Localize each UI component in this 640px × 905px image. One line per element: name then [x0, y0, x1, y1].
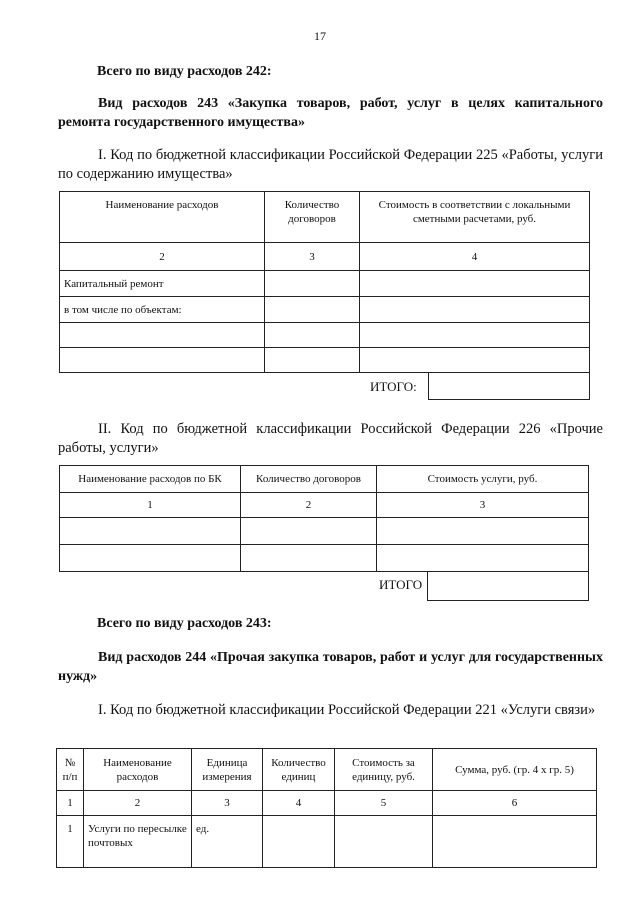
code-226-paragraph: II. Код по бюджетной классификации Российской Федерации 226 «Прочие работы, услуги»	[58, 421, 603, 456]
table-226	[59, 465, 589, 572]
table-cell[interactable]	[377, 518, 589, 545]
row-expense-name: Услуги по пересылке почтовых	[84, 816, 192, 868]
page-number: 17	[314, 29, 326, 43]
header-contract-count: Количество договоров	[241, 466, 377, 493]
header-sum: Сумма, руб. (гр. 4 х гр. 5)	[433, 749, 597, 791]
table-number-row	[60, 243, 590, 271]
table-row	[60, 271, 590, 297]
row-unit: ед.	[192, 816, 263, 868]
table-cell[interactable]	[60, 518, 241, 545]
header-expense-name: Наименование расходов	[60, 192, 265, 243]
table-cell[interactable]	[241, 545, 377, 572]
table-cell[interactable]	[360, 271, 590, 297]
column-number: 4	[360, 243, 590, 271]
header-unit: Единица измерения	[192, 749, 263, 791]
row-label: Капитальный ремонт	[60, 271, 265, 297]
table-header-row	[57, 749, 597, 791]
header-contract-count: Количество договоров	[265, 192, 360, 243]
header-estimated-cost: Стоимость в соответствии с локальными сметными расчетами, руб.	[360, 192, 590, 243]
expense-type-244-heading: Вид расходов 244 «Прочая закупка товаров, работ и услуг для государственных нужд»	[58, 650, 603, 684]
header-service-cost: Стоимость услуги, руб.	[377, 466, 589, 493]
table-cell[interactable]	[265, 348, 360, 373]
table-cell[interactable]	[263, 816, 335, 868]
table-row	[60, 518, 589, 545]
table-cell[interactable]	[377, 545, 589, 572]
total-242-heading: Всего по виду расходов 242:	[97, 64, 272, 79]
column-number: 1	[60, 493, 241, 518]
header-unit-count: Количество единиц	[263, 749, 335, 791]
table-header-row	[60, 466, 589, 493]
column-number: 2	[60, 243, 265, 271]
table-cell[interactable]	[335, 816, 433, 868]
header-expense-name: Наименование расходов	[84, 749, 192, 791]
table-header-row	[60, 192, 590, 243]
row-number: 1	[57, 816, 84, 868]
table-cell[interactable]	[360, 348, 590, 373]
header-unit-cost: Стоимость за единицу, руб.	[335, 749, 433, 791]
table-cell[interactable]	[241, 518, 377, 545]
header-expense-name-bk: Наименование расходов по БК	[60, 466, 241, 493]
table-cell[interactable]	[360, 323, 590, 348]
table-row	[57, 816, 597, 868]
column-number: 2	[84, 791, 192, 816]
column-number: 4	[263, 791, 335, 816]
table-row	[60, 545, 589, 572]
table-221	[56, 748, 597, 868]
table-cell[interactable]	[265, 271, 360, 297]
column-number: 3	[377, 493, 589, 518]
column-number: 6	[433, 791, 597, 816]
code-225-paragraph: I. Код по бюджетной классификации Российской Федерации 225 «Работы, услуги по содержанию имущества»	[58, 147, 603, 182]
column-number: 1	[57, 791, 84, 816]
column-number: 2	[241, 493, 377, 518]
column-number: 5	[335, 791, 433, 816]
table-cell[interactable]	[60, 348, 265, 373]
total-label-225: ИТОГО:	[370, 379, 417, 394]
table-row	[60, 297, 590, 323]
table-row	[60, 323, 590, 348]
table-number-row	[57, 791, 597, 816]
table-cell[interactable]	[360, 297, 590, 323]
column-number: 3	[192, 791, 263, 816]
table-cell[interactable]	[60, 545, 241, 572]
total-243-heading: Всего по виду расходов 243:	[97, 616, 272, 631]
column-number: 3	[265, 243, 360, 271]
table-cell[interactable]	[265, 297, 360, 323]
expense-type-243-heading: Вид расходов 243 «Закупка товаров, работ, услуг в целях капитального ремонта государственного имущества»	[58, 96, 603, 130]
table-cell[interactable]	[265, 323, 360, 348]
table-cell[interactable]	[433, 816, 597, 868]
table-row	[60, 348, 590, 373]
table-cell[interactable]	[60, 323, 265, 348]
total-label-226: ИТОГО	[379, 577, 423, 592]
total-value-box-226[interactable]	[427, 571, 589, 601]
header-row-number: № п/п	[57, 749, 84, 791]
table-number-row	[60, 493, 589, 518]
total-value-box-225[interactable]	[428, 372, 590, 400]
row-label: в том числе по объектам:	[60, 297, 265, 323]
code-221-paragraph: I. Код по бюджетной классификации Российской Федерации 221 «Услуги связи»	[98, 702, 596, 718]
table-225	[59, 191, 590, 373]
